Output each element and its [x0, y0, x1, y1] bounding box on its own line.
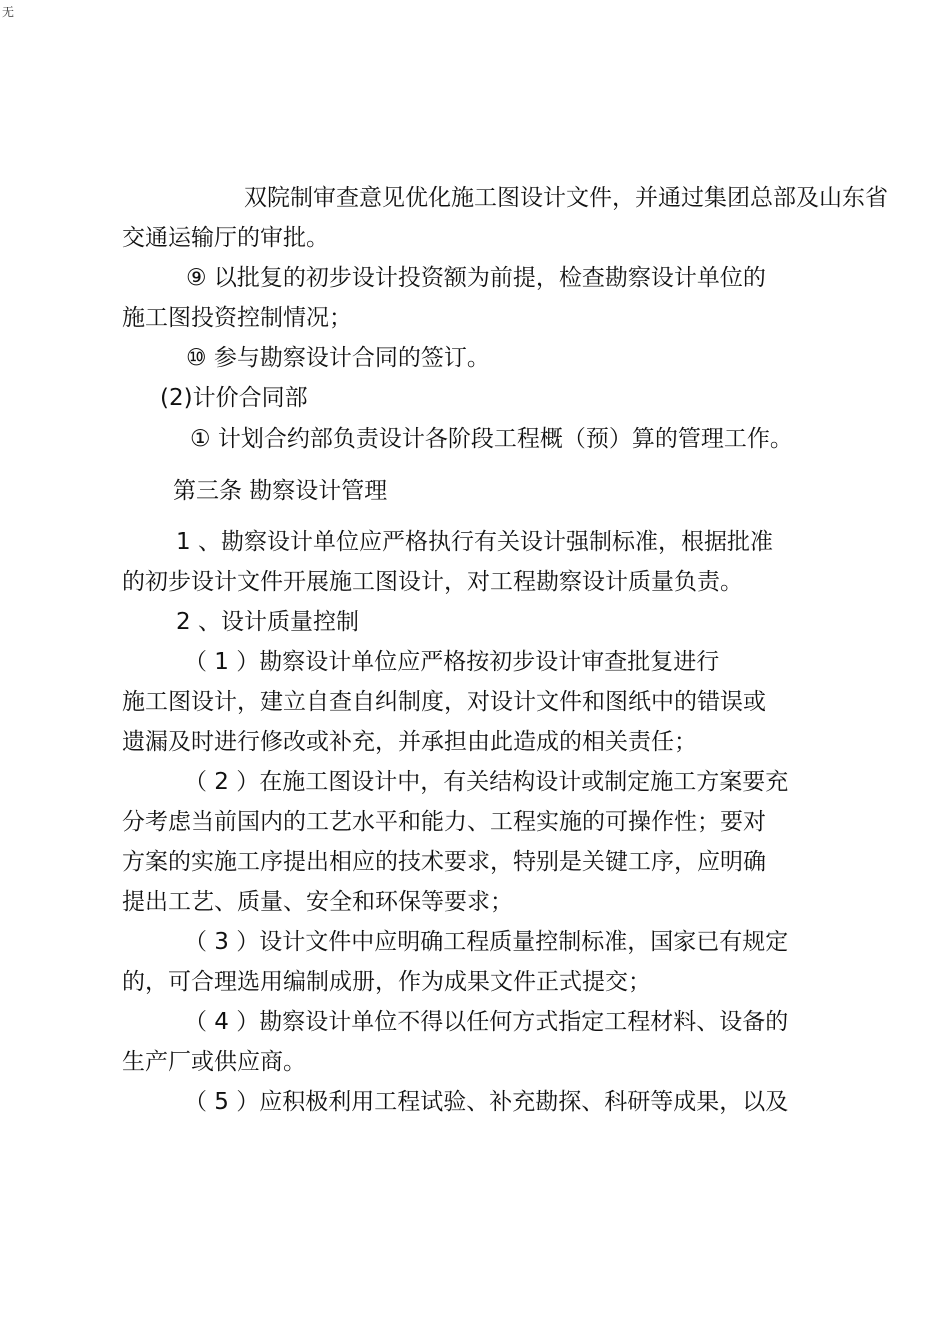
paragraph-line: ① 计划合约部负责设计各阶段工程概（预）算的管理工作。 — [190, 426, 793, 452]
paragraph-line: 生产厂或供应商。 — [122, 1049, 306, 1075]
paragraph-line: 方案的实施工序提出相应的技术要求，特别是关键工序，应明确 — [122, 849, 766, 875]
paragraph-line: 1 、勘察设计单位应严格执行有关设计强制标准，根据批准 — [176, 529, 773, 555]
article-heading: 第三条 勘察设计管理 — [173, 478, 388, 504]
paragraph-line: 施工图设计，建立自查自纠制度，对设计文件和图纸中的错误或 — [122, 689, 766, 715]
paragraph-line: （ 1 ）勘察设计单位应严格按初步设计审查批复进行 — [184, 649, 720, 675]
paragraph-line: ⑨ 以批复的初步设计投资额为前提，检查勘察设计单位的 — [186, 265, 766, 291]
section-heading: (2)计价合同部 — [160, 385, 308, 411]
paragraph-line: 遗漏及时进行修改或补充，并承担由此造成的相关责任； — [122, 729, 697, 755]
paragraph-line: （ 5 ）应积极利用工程试验、补充勘探、科研等成果，以及 — [184, 1089, 789, 1115]
paragraph-line: ⑩ 参与勘察设计合同的签订。 — [186, 345, 490, 371]
corner-mark: 无 — [2, 5, 15, 19]
paragraph-line: 分考虑当前国内的工艺水平和能力、工程实施的可操作性；要对 — [122, 809, 766, 835]
paragraph-line: 的初步设计文件开展施工图设计，对工程勘察设计质量负责。 — [122, 569, 743, 595]
paragraph-line: 的，可合理选用编制成册，作为成果文件正式提交； — [122, 969, 651, 995]
paragraph-line: （ 4 ）勘察设计单位不得以任何方式指定工程材料、设备的 — [184, 1009, 789, 1035]
paragraph-line: 双院制审查意见优化施工图设计文件，并通过集团总部及山东省 — [244, 185, 888, 211]
paragraph-line: 提出工艺、质量、安全和环保等要求； — [122, 889, 513, 915]
paragraph-line: （ 3 ）设计文件中应明确工程质量控制标准，国家已有规定 — [184, 929, 789, 955]
paragraph-line: 交通运输厅的审批。 — [122, 225, 329, 251]
paragraph-line: 施工图投资控制情况； — [122, 305, 352, 331]
paragraph-line: （ 2 ）在施工图设计中，有关结构设计或制定施工方案要充 — [184, 769, 789, 795]
section-heading: 2 、设计质量控制 — [176, 609, 359, 635]
